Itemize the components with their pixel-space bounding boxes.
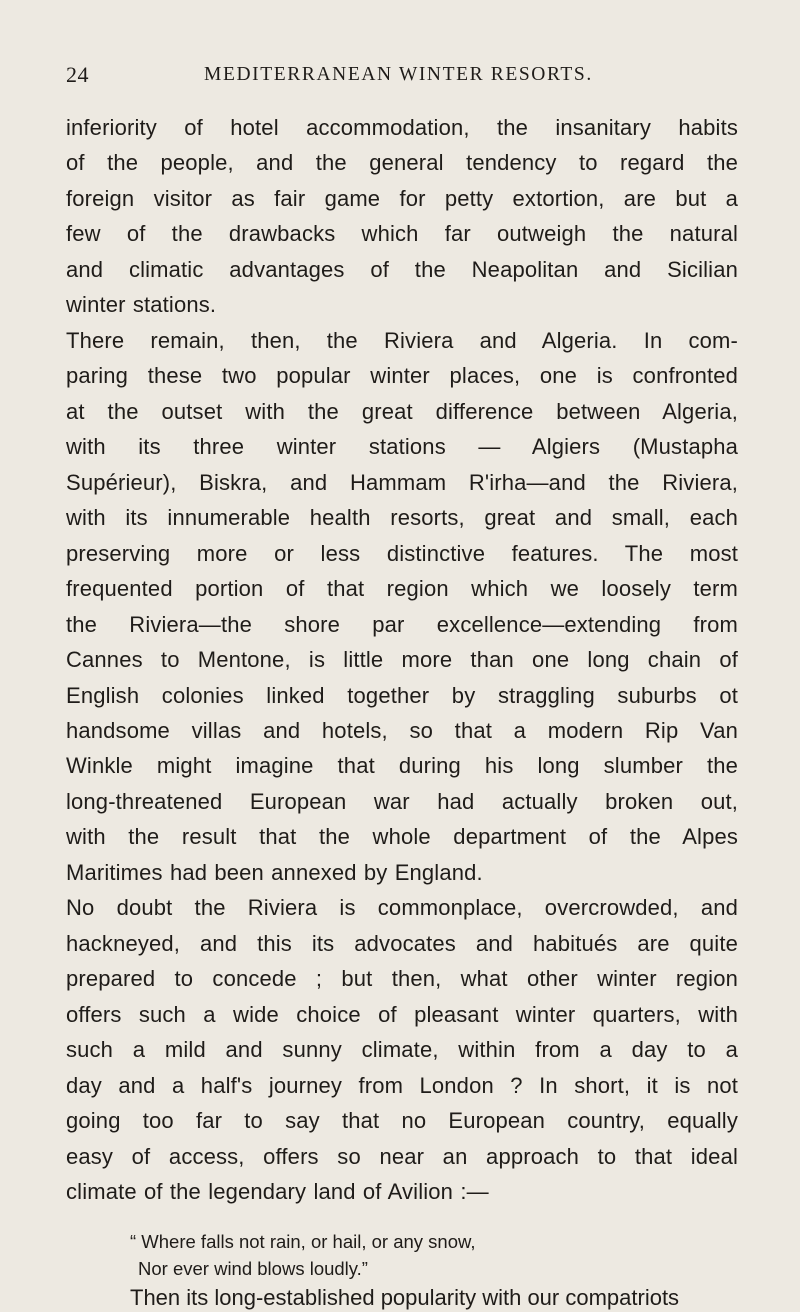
text-line: paring these two popular winter places, one is confronted xyxy=(66,363,738,389)
running-title: MEDITERRANEAN WINTER RESORTS. xyxy=(204,64,593,85)
text-line: offers such a wide choice of pleasant winter quarters, with xyxy=(66,1001,738,1027)
text-line: handsome villas and hotels, so that a modern Rip Van xyxy=(66,717,738,743)
text-line: foreign visitor as fair game for petty extortion, are but a xyxy=(66,185,738,211)
text-line: Supérieur), Biskra, and Hammam R'irha—and the Riviera, xyxy=(66,469,738,495)
quote-line-2: Nor ever wind blows loudly.” xyxy=(138,1258,368,1279)
body-text xyxy=(66,110,738,1210)
text-line: and climatic advantages of the Neapolitan and Sicilian xyxy=(66,256,738,282)
text-line: Cannes to Mentone, is little more than one long chain of xyxy=(66,647,738,673)
text-line: winter stations. xyxy=(66,292,217,318)
text-line: English colonies linked together by straggling suburbs ot xyxy=(66,682,738,708)
text-line: hackneyed, and this its advocates and habitués are quite xyxy=(66,930,738,956)
text-line: going too far to say that no European country, equally xyxy=(66,1108,738,1134)
text-line: the Riviera—the shore par excellence—extending from xyxy=(66,611,738,637)
text-line: at the outset with the great difference between Algeria, xyxy=(66,398,738,424)
text-line: with its innumerable health resorts, great and small, each xyxy=(66,505,738,531)
text-line: day and a half's journey from London ? In short, it is not xyxy=(66,1072,738,1098)
text-line: Winkle might imagine that during his long slumber the xyxy=(66,753,738,779)
text-line: No doubt the Riviera is commonplace, overcrowded, and xyxy=(66,895,738,921)
text-line: preserving more or less distinctive features. The most xyxy=(66,540,738,566)
text-line: with its three winter stations — Algiers (Mustapha xyxy=(66,434,738,460)
quote-line-1: “ Where falls not rain, or hail, or any snow, xyxy=(130,1231,476,1252)
verse-quote xyxy=(130,1228,730,1282)
text-line: inferiority of hotel accommodation, the insanitary habits xyxy=(66,115,738,140)
page-header xyxy=(66,62,734,92)
text-line: easy of access, offers so near an approach to that ideal xyxy=(66,1143,738,1169)
text-line: long-threatened European war had actually broken out, xyxy=(66,788,738,814)
text-line: with the result that the whole department of the Alpes xyxy=(66,824,738,850)
text-line: climate of the legendary land of Avilion :— xyxy=(66,1179,489,1205)
text-line: such a mild and sunny climate, within from a day to a xyxy=(66,1037,738,1063)
closing-line: Then its long-established popularity with our compatriots xyxy=(130,1285,680,1310)
text-line: few of the drawbacks which far outweigh the natural xyxy=(66,221,738,247)
text-line: frequented portion of that region which we loosely term xyxy=(66,576,738,602)
text-line: Maritimes had been annexed by England. xyxy=(66,859,483,885)
text-line: of the people, and the general tendency to regard the xyxy=(66,150,738,176)
page-number: 24 xyxy=(66,62,89,87)
text-line: There remain, then, the Riviera and Algeria. In com- xyxy=(66,327,738,353)
text-line: prepared to concede ; but then, what other winter region xyxy=(66,966,738,992)
